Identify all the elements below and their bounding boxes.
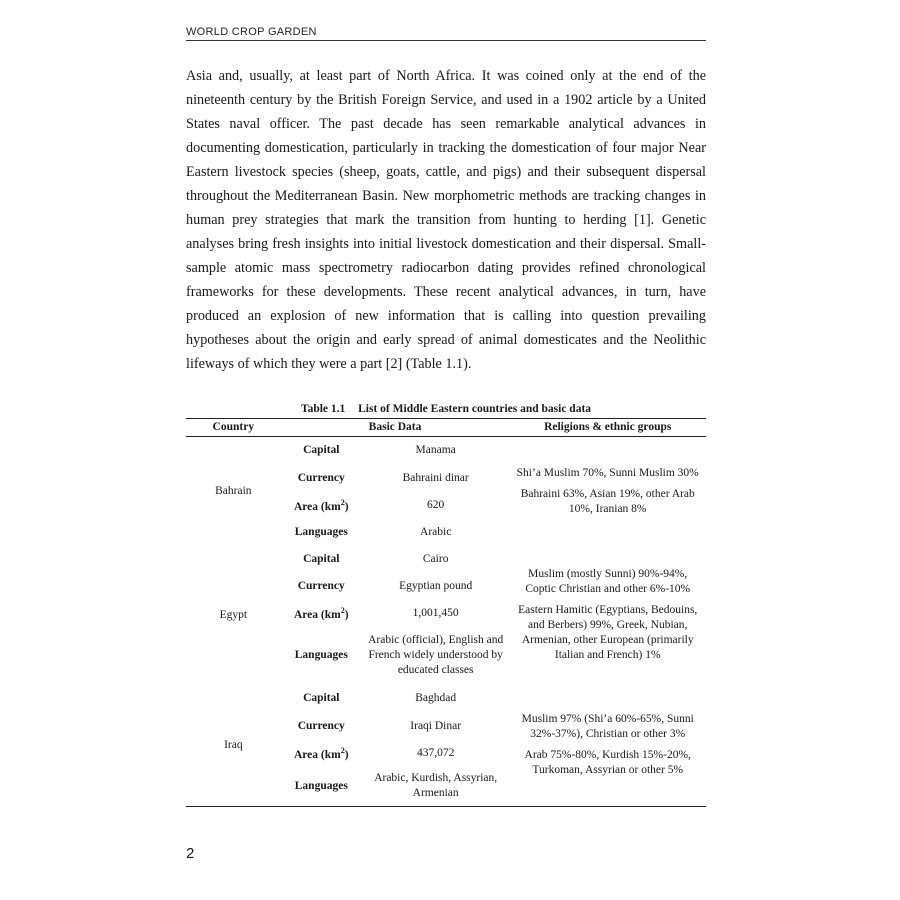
table-header-row: [186, 419, 706, 437]
attr-label: Area $(km^2)$: [293, 746, 349, 761]
languages-value: Arabic (official), English and French widely understood by educated classes: [368, 634, 504, 676]
area-value: 437,072: [416, 746, 455, 759]
capital-value: Baghdad: [415, 692, 457, 704]
table-row: [186, 546, 706, 573]
header-country: Country: [186, 419, 281, 437]
attr-label: Area $(km^2)$: [293, 606, 349, 621]
attr-label: Capital: [303, 692, 340, 704]
country-group-bahrain: [186, 437, 706, 546]
area-value: 1,001,450: [412, 606, 459, 619]
ethnic-text: Eastern Hamitic (Egyptians, Bedouins, and Berbers) 99%, Greek, Nubian, Armenian, other European (primarily Italian and French) 1%: [518, 604, 698, 661]
attr-label: Currency: [297, 471, 345, 484]
country-group-iraq: [186, 685, 706, 807]
religion-text: Muslim 97% (Shi’a 60%-65%, Sunni 32%-37%), Christian or other 3%: [521, 713, 694, 741]
ethnic-text: Arab 75%-80%, Kurdish 15%-20%, Turkoman, Assyrian or other 5%: [524, 749, 691, 777]
ethnic-text: Bahraini 63%, Asian 19%, other Arab 10%, Iranian 8%: [520, 487, 695, 515]
area-value: 620: [427, 498, 445, 511]
running-header: WORLD CROP GARDEN: [186, 26, 317, 38]
attr-label: Currency: [297, 579, 345, 592]
religion-text: Muslim (mostly Sunni) 90%-94%, Coptic Christian and other 6%-10%: [525, 568, 691, 595]
currency-value: Bahraini dinar: [402, 471, 469, 484]
table-caption-title: List of Middle Eastern countries and basic data: [358, 403, 592, 415]
table-row: [186, 437, 706, 465]
religions-cell: [509, 685, 706, 807]
attr-label: Languages: [294, 649, 348, 661]
header-religions: Religions & ethnic groups: [509, 419, 706, 437]
data-table-section: [186, 403, 706, 807]
religions-cell: [509, 437, 706, 546]
attr-label: Languages: [294, 525, 348, 538]
attr-label: Currency: [297, 719, 345, 732]
capital-value: Manama: [415, 444, 456, 457]
country-name: Bahrain: [215, 484, 252, 497]
countries-table: [186, 418, 706, 807]
country-name: Egypt: [219, 608, 248, 621]
capital-value: Cairo: [422, 552, 449, 565]
languages-value: Arabic: [420, 525, 452, 538]
languages-value: Arabic, Kurdish, Assyrian, Armenian: [374, 772, 498, 800]
header-basic-data: Basic Data: [281, 419, 510, 437]
page-number: 2: [186, 845, 195, 862]
religion-text: Shi’a Muslim 70%, Sunni Muslim 30%: [516, 466, 699, 479]
religions-cell: [509, 546, 706, 685]
attr-label: Languages: [294, 779, 348, 792]
table-caption-number: Table 1.1: [300, 403, 346, 415]
country-name: Iraq: [224, 738, 243, 751]
attr-label: Area $(km^2)$: [293, 498, 349, 513]
attr-label: Capital: [303, 552, 340, 565]
attr-label: Capital: [303, 444, 340, 457]
currency-value: Egyptian pound: [399, 579, 473, 592]
header-rule: [186, 40, 706, 41]
table-row: [186, 685, 706, 713]
country-group-egypt: [186, 546, 706, 685]
table-caption: [186, 403, 706, 415]
body-paragraph: Asia and, usually, at least part of North Africa. It was coined only at the end of the nineteenth century by the British Foreign Service, and used in a 1902 article by a United States naval officer. The past decade has seen remarkable analytical advances in documenting domestication, particularly in tracking the domestication of four major Near Eastern livestock species (sheep, goats, cattle, and pigs) and their subsequent dispersal throughout the Mediterranean Basin. New morphometric methods are tracking changes in human prey strategies that mark the transition from hunting to herding [1]. Genetic analyses bring fresh insights into initial livestock domestication and their dispersal. Small-sample atomic mass spectrometry radiocarbon dating provides refined chronological frameworks for these developments. These recent analytical advances, in turn, have produced an explosion of new information that is calling into question prevailing hypotheses about the origin and early spread of animal domesticates and the Neolithic lifeways of which they were a part [2] (Table 1.1).: [186, 68, 706, 372]
currency-value: Iraqi Dinar: [410, 719, 462, 732]
